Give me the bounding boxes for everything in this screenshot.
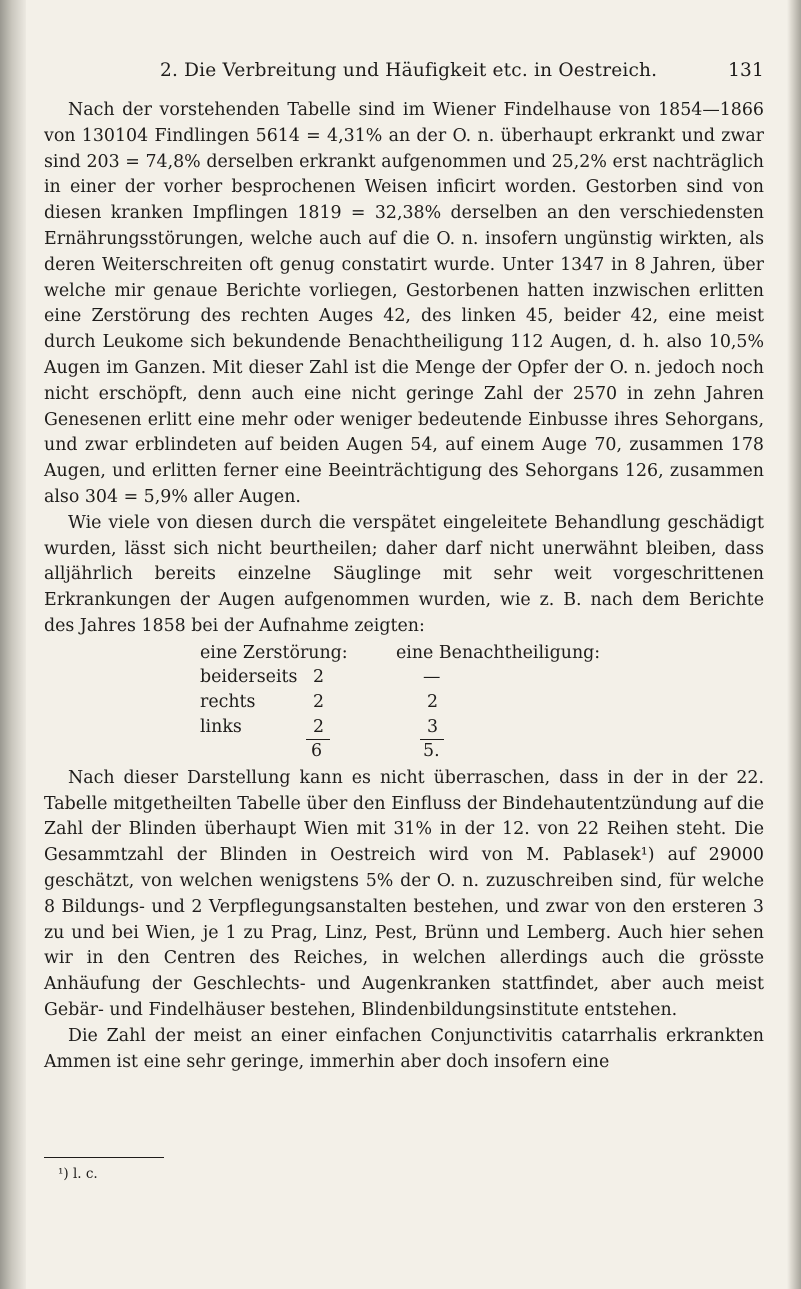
table-cell-impairment: 3 bbox=[427, 716, 439, 737]
table-cell-impairment: — bbox=[423, 666, 441, 687]
table-row-label: links bbox=[200, 716, 242, 737]
table-cell-destruction: 2 bbox=[313, 716, 325, 737]
table-total-destruction: 6 bbox=[311, 740, 323, 761]
footnote-rule bbox=[44, 1157, 164, 1158]
body-text bbox=[44, 98, 764, 1075]
book-page bbox=[44, 60, 764, 1075]
footnote: ¹) l. c. bbox=[58, 1166, 98, 1182]
paragraph: Nach dieser Darstellung kann es nicht überraschen, dass in der in der 22. Tabelle mitgetheilten Tabelle über den Einfluss der Bindehautentzündung auf die Zahl der Blinden überhaupt Wien mit 31% in der 12. von 22 Reihen steht. Die Gesammtzahl der Blinden in Oestreich wird von M. Pablasek¹) auf 29000 geschätzt, von welchen wenigstens 5% der O. n. zuzuschreiben sind, für welche 8 Bildungs- und 2 Verpflegungsanstalten bestehen, und zwar von den ersteren 3 zu und bei Wien, je 1 zu Prag, Linz, Pest, Brünn und Lemberg. Auch hier sehen wir in den Centren des Reiches, in welchen allerdings auch die grösste Anhäufung der Geschlechts- und Augenkranken stattfindet, aber auch meist Gebär- und Findelhäuser bestehen, Blindenbildungsinstitute entstehen. bbox=[44, 767, 764, 1020]
eye-damage-table bbox=[44, 640, 764, 766]
table-row-label: rechts bbox=[200, 691, 256, 712]
table-header-impairment: eine Benachtheiligung: bbox=[396, 642, 601, 663]
table-cell-impairment: 2 bbox=[427, 691, 439, 712]
page-gutter-shadow bbox=[0, 0, 26, 1289]
table-row-label: beiderseits bbox=[200, 666, 298, 687]
paragraph: Nach der vorstehenden Tabelle sind im Wiener Findelhause von 1854—1866 von 130104 Findlingen 5614 = 4,31% an der O. n. überhaupt erkrankt und zwar sind 203 = 74,8% derselben erkrankt aufgenommen und 25,2% erst nachträglich in einer der vorher besprochenen Weisen inficirt worden. Gestorben sind von diesen kranken Impflingen 1819 = 32,38% derselben an den verschiedensten Ernährungsstörungen, welche auch auf die O. n. insofern ungünstig wirkten, als deren Weiterschreiten oft genug constatirt wurde. Unter 1347 in 8 Jahren, über welche mir genaue Berichte vorliegen, Gestorbenen hatten inzwischen erlitten eine Zerstörung des rechten Auges 42, des linken 45, beider 42, eine meist durch Leukome sich bekundende Benachtheiligung 112 Augen, d. h. also 10,5% Augen im Ganzen. Mit dieser Zahl ist die Menge der Opfer der O. n. jedoch noch nicht erschöpft, denn auch eine nicht geringe Zahl der 2570 in zehn Jahren Genesenen erlitt eine mehr oder weniger bedeutende Einbusse ihres Sehorgans, und zwar erblindeten auf beiden Augen 54, auf einem Auge 70, zusammen 178 Augen, und erlitten ferner eine Beeinträchtigung des Sehorgans 126, zusammen also 304 = 5,9% aller Augen. bbox=[44, 100, 764, 507]
table-header-destruction: eine Zerstörung: bbox=[200, 642, 348, 663]
paragraph: Die Zahl der meist an einer einfachen Conjunctivitis catarrhalis erkrankten Ammen ist eine sehr geringe, immerhin aber doch insofern eine bbox=[44, 1025, 764, 1072]
page-edge-shadow bbox=[787, 0, 801, 1289]
table-total-impairment: 5. bbox=[423, 740, 440, 761]
running-header bbox=[44, 60, 764, 88]
page-number: 131 bbox=[728, 60, 764, 81]
table-cell-destruction: 2 bbox=[313, 666, 325, 687]
paragraph: Wie viele von diesen durch die verspätet eingeleitete Behandlung geschädigt wurden, lässt sich nicht beurtheilen; daher darf nicht unerwähnt bleiben, dass alljährlich bereits einzelne Säuglinge mit sehr weit vorgeschrittenen Erkrankungen der Augen aufgenommen wurden, wie z. B. nach dem Berichte des Jahres 1858 bei der Aufnahme zeigten: bbox=[44, 512, 764, 636]
table-cell-destruction: 2 bbox=[313, 691, 325, 712]
running-title: 2. Die Verbreitung und Häufigkeit etc. in Oestreich. bbox=[160, 60, 658, 81]
